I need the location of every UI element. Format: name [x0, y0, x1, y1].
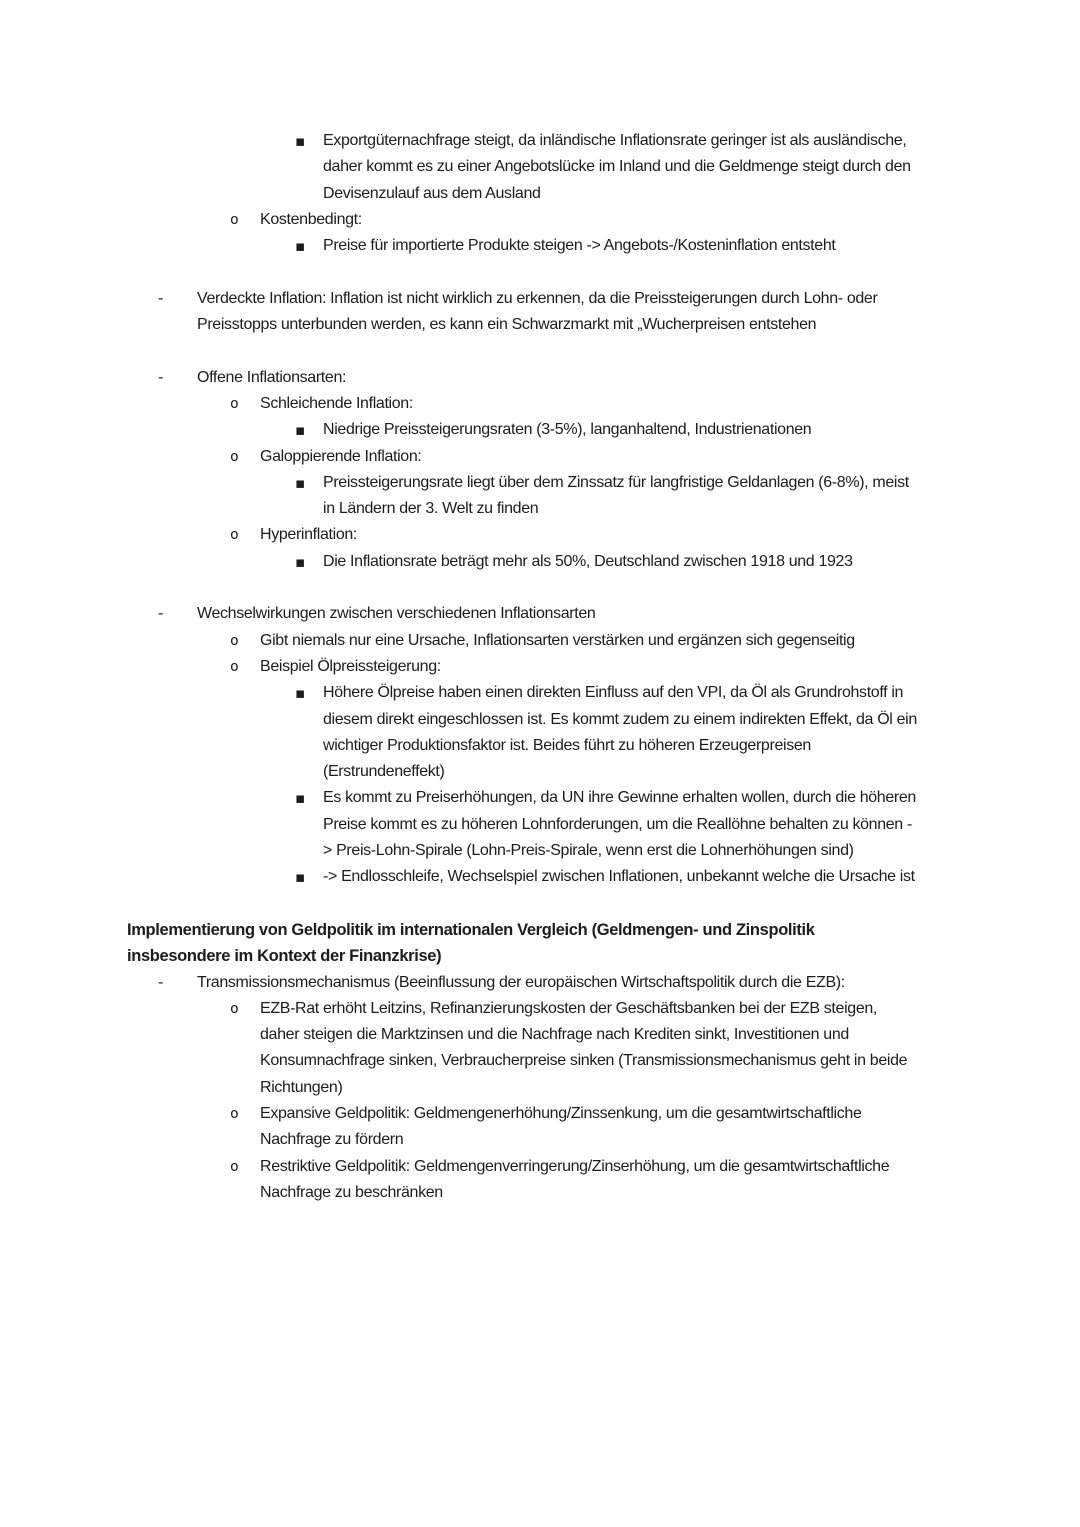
dash-bullet-icon: -: [158, 289, 163, 307]
circle-bullet-icon: o: [230, 211, 239, 228]
circle-bullet-icon: o: [230, 448, 239, 465]
paragraph-spacer: [0, 575, 1080, 601]
list-item-text: Gibt niemals nur eine Ursache, Inflationsarten verstärken und ergänzen sich gegenseitig: [260, 631, 855, 649]
list-item-text: Die Inflationsrate beträgt mehr als 50%, Deutschland zwischen 1918 und 1923: [323, 552, 853, 570]
circle-bullet-icon: o: [230, 1158, 239, 1175]
document-content: [0, 128, 1080, 1206]
list-item-text: Höhere Ölpreise haben einen direkten Einfluss auf den VPI, da Öl als Grundrohstoff in diesem direkt eingeschlossen ist. Es kommt zudem zu einem indirekten Effekt, da Öl ein wichtiger Produktionsfaktor ist. Beides führt zu höheren Erzeugerpreisen (Erstrundeneffekt): [323, 684, 917, 781]
list-item-text: Kostenbedingt:: [260, 210, 362, 228]
list-item: [0, 864, 1080, 890]
list-item: [0, 365, 1080, 391]
square-bullet-icon: ▪: [295, 237, 305, 256]
list-item: [0, 549, 1080, 575]
list-item: [0, 1101, 1080, 1154]
circle-bullet-icon: o: [230, 632, 239, 649]
square-bullet-icon: ▪: [295, 473, 305, 492]
list-item-text: -> Endlosschleife, Wechselspiel zwischen Inflationen, unbekannt welche die Ursache ist: [323, 868, 915, 886]
list-item-text: Schleichende Inflation:: [260, 394, 413, 412]
list-item: [0, 444, 1080, 470]
list-item: [0, 391, 1080, 417]
dash-bullet-icon: -: [158, 368, 163, 386]
list-item: [0, 1154, 1080, 1207]
list-item: [0, 628, 1080, 654]
list-item-text: Verdeckte Inflation: Inflation ist nicht wirklich zu erkennen, da die Preissteigerungen durch Lohn- oder Preisstopps unterbunden werden, es kann ein Schwarzmarkt mit „Wucherpreisen entstehen: [197, 289, 878, 334]
circle-bullet-icon: o: [230, 1000, 239, 1017]
list-item: [0, 286, 1080, 339]
list-item-text: Restriktive Geldpolitik: Geldmengenverringerung/Zinserhöhung, um die gesamtwirtschaftliche Nachfrage zu beschränken: [260, 1157, 890, 1201]
list-item-text: EZB-Rat erhöht Leitzins, Refinanzierungskosten der Geschäftsbanken bei der EZB steigen, daher steigen die Marktzinsen und die Nachfrage nach Krediten sinkt, Investitionen und Konsumnachfrage sinken, Verbraucherpreise sinken (Transmissionsmechanismus geht in beide Richtungen): [260, 999, 908, 1096]
list-item: [0, 207, 1080, 233]
list-item-text: Preise für importierte Produkte steigen -> Angebots-/Kosteninflation entsteht: [323, 237, 836, 255]
square-bullet-icon: ▪: [295, 789, 305, 808]
circle-bullet-icon: o: [230, 395, 239, 412]
square-bullet-icon: ▪: [295, 684, 305, 703]
list-item-text: Expansive Geldpolitik: Geldmengenerhöhung/Zinssenkung, um die gesamtwirtschaftliche Nachfrage zu fördern: [260, 1104, 862, 1149]
square-bullet-icon: ▪: [295, 132, 305, 150]
list-item-text: Galoppierende Inflation:: [260, 447, 422, 465]
dash-bullet-icon: -: [158, 605, 163, 623]
list-item: [0, 128, 1080, 207]
list-item: [0, 522, 1080, 548]
circle-bullet-icon: o: [230, 527, 239, 544]
list-item: [0, 233, 1080, 259]
list-item: [0, 996, 1080, 1101]
list-item-text: Offene Inflationsarten:: [197, 368, 347, 386]
circle-bullet-icon: o: [230, 1105, 239, 1122]
list-item-text: Wechselwirkungen zwischen verschiedenen Inflationsarten: [197, 605, 596, 623]
list-item-text: Exportgüternachfrage steigt, da inländische Inflationsrate geringer ist als ausländische, daher kommt es zu einer Angebotslücke im Inland und die Geldmenge steigt durch den Devisenzulauf aus dem Ausland: [323, 132, 911, 202]
list-item-text: Beispiel Ölpreissteigerung:: [260, 657, 441, 675]
list-item-text: Niedrige Preissteigerungsraten (3-5%), langanhaltend, Industrienationen: [323, 421, 812, 439]
paragraph-spacer: [0, 259, 1080, 285]
paragraph-spacer: [0, 338, 1080, 364]
list-item-text: Es kommt zu Preiserhöhungen, da UN ihre Gewinne erhalten wollen, durch die höheren Preise kommt es zu höheren Lohnforderungen, um die Reallöhne behalten zu können -> Preis-Lohn-Spirale (Lohn-Preis-Spirale, wenn erst die Lohnerhöhungen sind): [323, 789, 916, 860]
list-item: [0, 654, 1080, 680]
list-item-text: Preissteigerungsrate liegt über dem Zinssatz für langfristige Geldanlagen (6-8%), meist in Ländern der 3. Welt zu finden: [323, 473, 909, 518]
list-item: [0, 785, 1080, 864]
dash-bullet-icon: -: [158, 973, 163, 991]
list-item: [0, 601, 1080, 627]
list-item: [0, 470, 1080, 523]
list-item: [0, 417, 1080, 443]
list-item-text: Hyperinflation:: [260, 526, 358, 544]
list-item: [0, 680, 1080, 785]
square-bullet-icon: ▪: [295, 868, 305, 887]
square-bullet-icon: ▪: [295, 421, 305, 440]
square-bullet-icon: ▪: [295, 552, 305, 571]
paragraph-spacer: [0, 891, 1080, 917]
circle-bullet-icon: o: [230, 658, 239, 675]
list-item-text: Transmissionsmechanismus (Beeinflussung der europäischen Wirtschaftspolitik durch die EZB):: [197, 973, 845, 991]
section-heading: Implementierung von Geldpolitik im internationalen Vergleich (Geldmengen- und Zinspolitik insbesondere im Kontext der Finanzkrise): [127, 920, 815, 966]
list-item: [0, 970, 1080, 996]
